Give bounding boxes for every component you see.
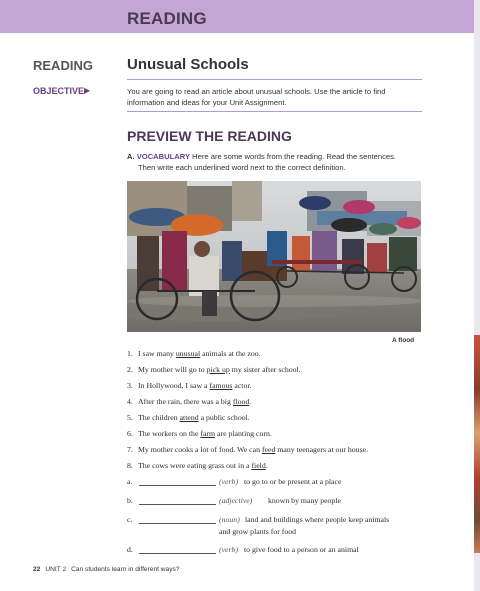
definition-letter: b. — [127, 496, 133, 505]
underlined-word: pick up — [206, 365, 230, 374]
sentence-text: my sister after school. — [229, 365, 301, 374]
item-number: 5. — [127, 413, 133, 422]
sentence-text: are planting corn. — [215, 429, 272, 438]
underlined-word: feed — [261, 445, 276, 454]
section-label: READING — [33, 58, 93, 73]
sentence-text: a public school. — [198, 413, 250, 422]
answer-blank[interactable] — [139, 553, 216, 554]
page-title: READING — [127, 9, 207, 28]
list-item — [127, 349, 261, 358]
item-number: 4. — [127, 397, 133, 406]
list-item — [127, 381, 251, 390]
objective-label: OBJECTIVE — [33, 86, 85, 96]
flood-photo — [127, 181, 421, 332]
definition-text: land and buildings where people keep animals — [245, 515, 390, 524]
page-footer — [33, 566, 179, 573]
sentence-text: My mother will go to — [138, 365, 207, 374]
list-item — [127, 365, 301, 374]
definition-letter: a. — [127, 477, 133, 486]
list-item — [127, 397, 251, 406]
sentence-text: many teenagers at our house. — [275, 445, 369, 454]
underlined-word: attend — [179, 413, 199, 422]
sentence-text: My mother cooks a lot of food. We can — [138, 445, 262, 454]
answer-blank[interactable] — [139, 504, 216, 505]
item-number: 7. — [127, 445, 133, 454]
definition-letter: c. — [127, 515, 133, 524]
sentence-text: The cows were eating grass out in a — [138, 461, 252, 470]
answer-blank[interactable] — [139, 485, 216, 486]
underlined-word: farm — [200, 429, 216, 438]
activity-instructions — [127, 151, 425, 173]
definition-text: known by many people — [268, 496, 341, 505]
underlined-word: famous — [209, 381, 233, 390]
objective-line: You are going to read an article about unusual schools. Use the article to find — [127, 87, 386, 96]
unit-label: UNIT 2 — [45, 566, 67, 573]
objective-line: information and ideas for your Unit Assignment. — [127, 98, 287, 107]
list-item — [127, 461, 268, 470]
article-title: Unusual Schools — [127, 56, 249, 73]
divider — [127, 111, 422, 112]
activity-label: VOCABULARY — [136, 152, 191, 161]
item-number: 6. — [127, 429, 133, 438]
photo-caption: A flood — [392, 337, 415, 344]
activity-letter: A. — [127, 152, 135, 161]
underlined-word: flood — [232, 397, 250, 406]
item-number: 1. — [127, 349, 133, 358]
objective-text — [127, 86, 419, 108]
part-of-speech: (noun) — [219, 515, 240, 524]
unit-question: Can students learn in different ways? — [71, 566, 180, 573]
answer-blank[interactable] — [139, 523, 216, 524]
underlined-word: unusual — [175, 349, 201, 358]
sentence-text: The workers on the — [138, 429, 201, 438]
underlined-word: field — [251, 461, 266, 470]
edge-photo-sliver — [474, 335, 480, 553]
sentence-text: In Hollywood, I saw a — [138, 381, 210, 390]
part-of-speech: (adjective) — [219, 496, 253, 505]
item-number: 8. — [127, 461, 133, 470]
list-item — [127, 445, 368, 454]
definition-text: to give food to a person or an animal — [244, 545, 359, 554]
page-number: 22 — [33, 566, 41, 573]
sentence-text: I saw many — [138, 349, 176, 358]
definition-letter: d. — [127, 545, 133, 554]
sentence-text: animals at the zoo. — [200, 349, 261, 358]
sentence-text: After the rain, there was a big — [138, 397, 233, 406]
list-item — [127, 429, 272, 438]
instruction-line: Then write each underlined word next to the correct definition. — [138, 163, 346, 172]
triangle-right-icon: ▶ — [84, 86, 91, 95]
item-number: 2. — [127, 365, 133, 374]
sentence-text: The children — [138, 413, 180, 422]
part-of-speech: (verb) — [219, 545, 239, 554]
definition-text: to go to or be present at a place — [244, 477, 342, 486]
sentence-text: . — [265, 461, 268, 470]
instruction-line: Here are some words from the reading. Read the sentences. — [192, 152, 397, 161]
item-number: 3. — [127, 381, 133, 390]
sentence-text: . — [249, 397, 252, 406]
sentence-text: actor. — [232, 381, 252, 390]
definition-text: and grow plants for food — [219, 527, 297, 536]
section-heading: PREVIEW THE READING — [127, 128, 292, 144]
header-bar — [0, 0, 474, 33]
divider — [127, 79, 422, 80]
list-item — [127, 413, 250, 422]
part-of-speech: (verb) — [219, 477, 239, 486]
